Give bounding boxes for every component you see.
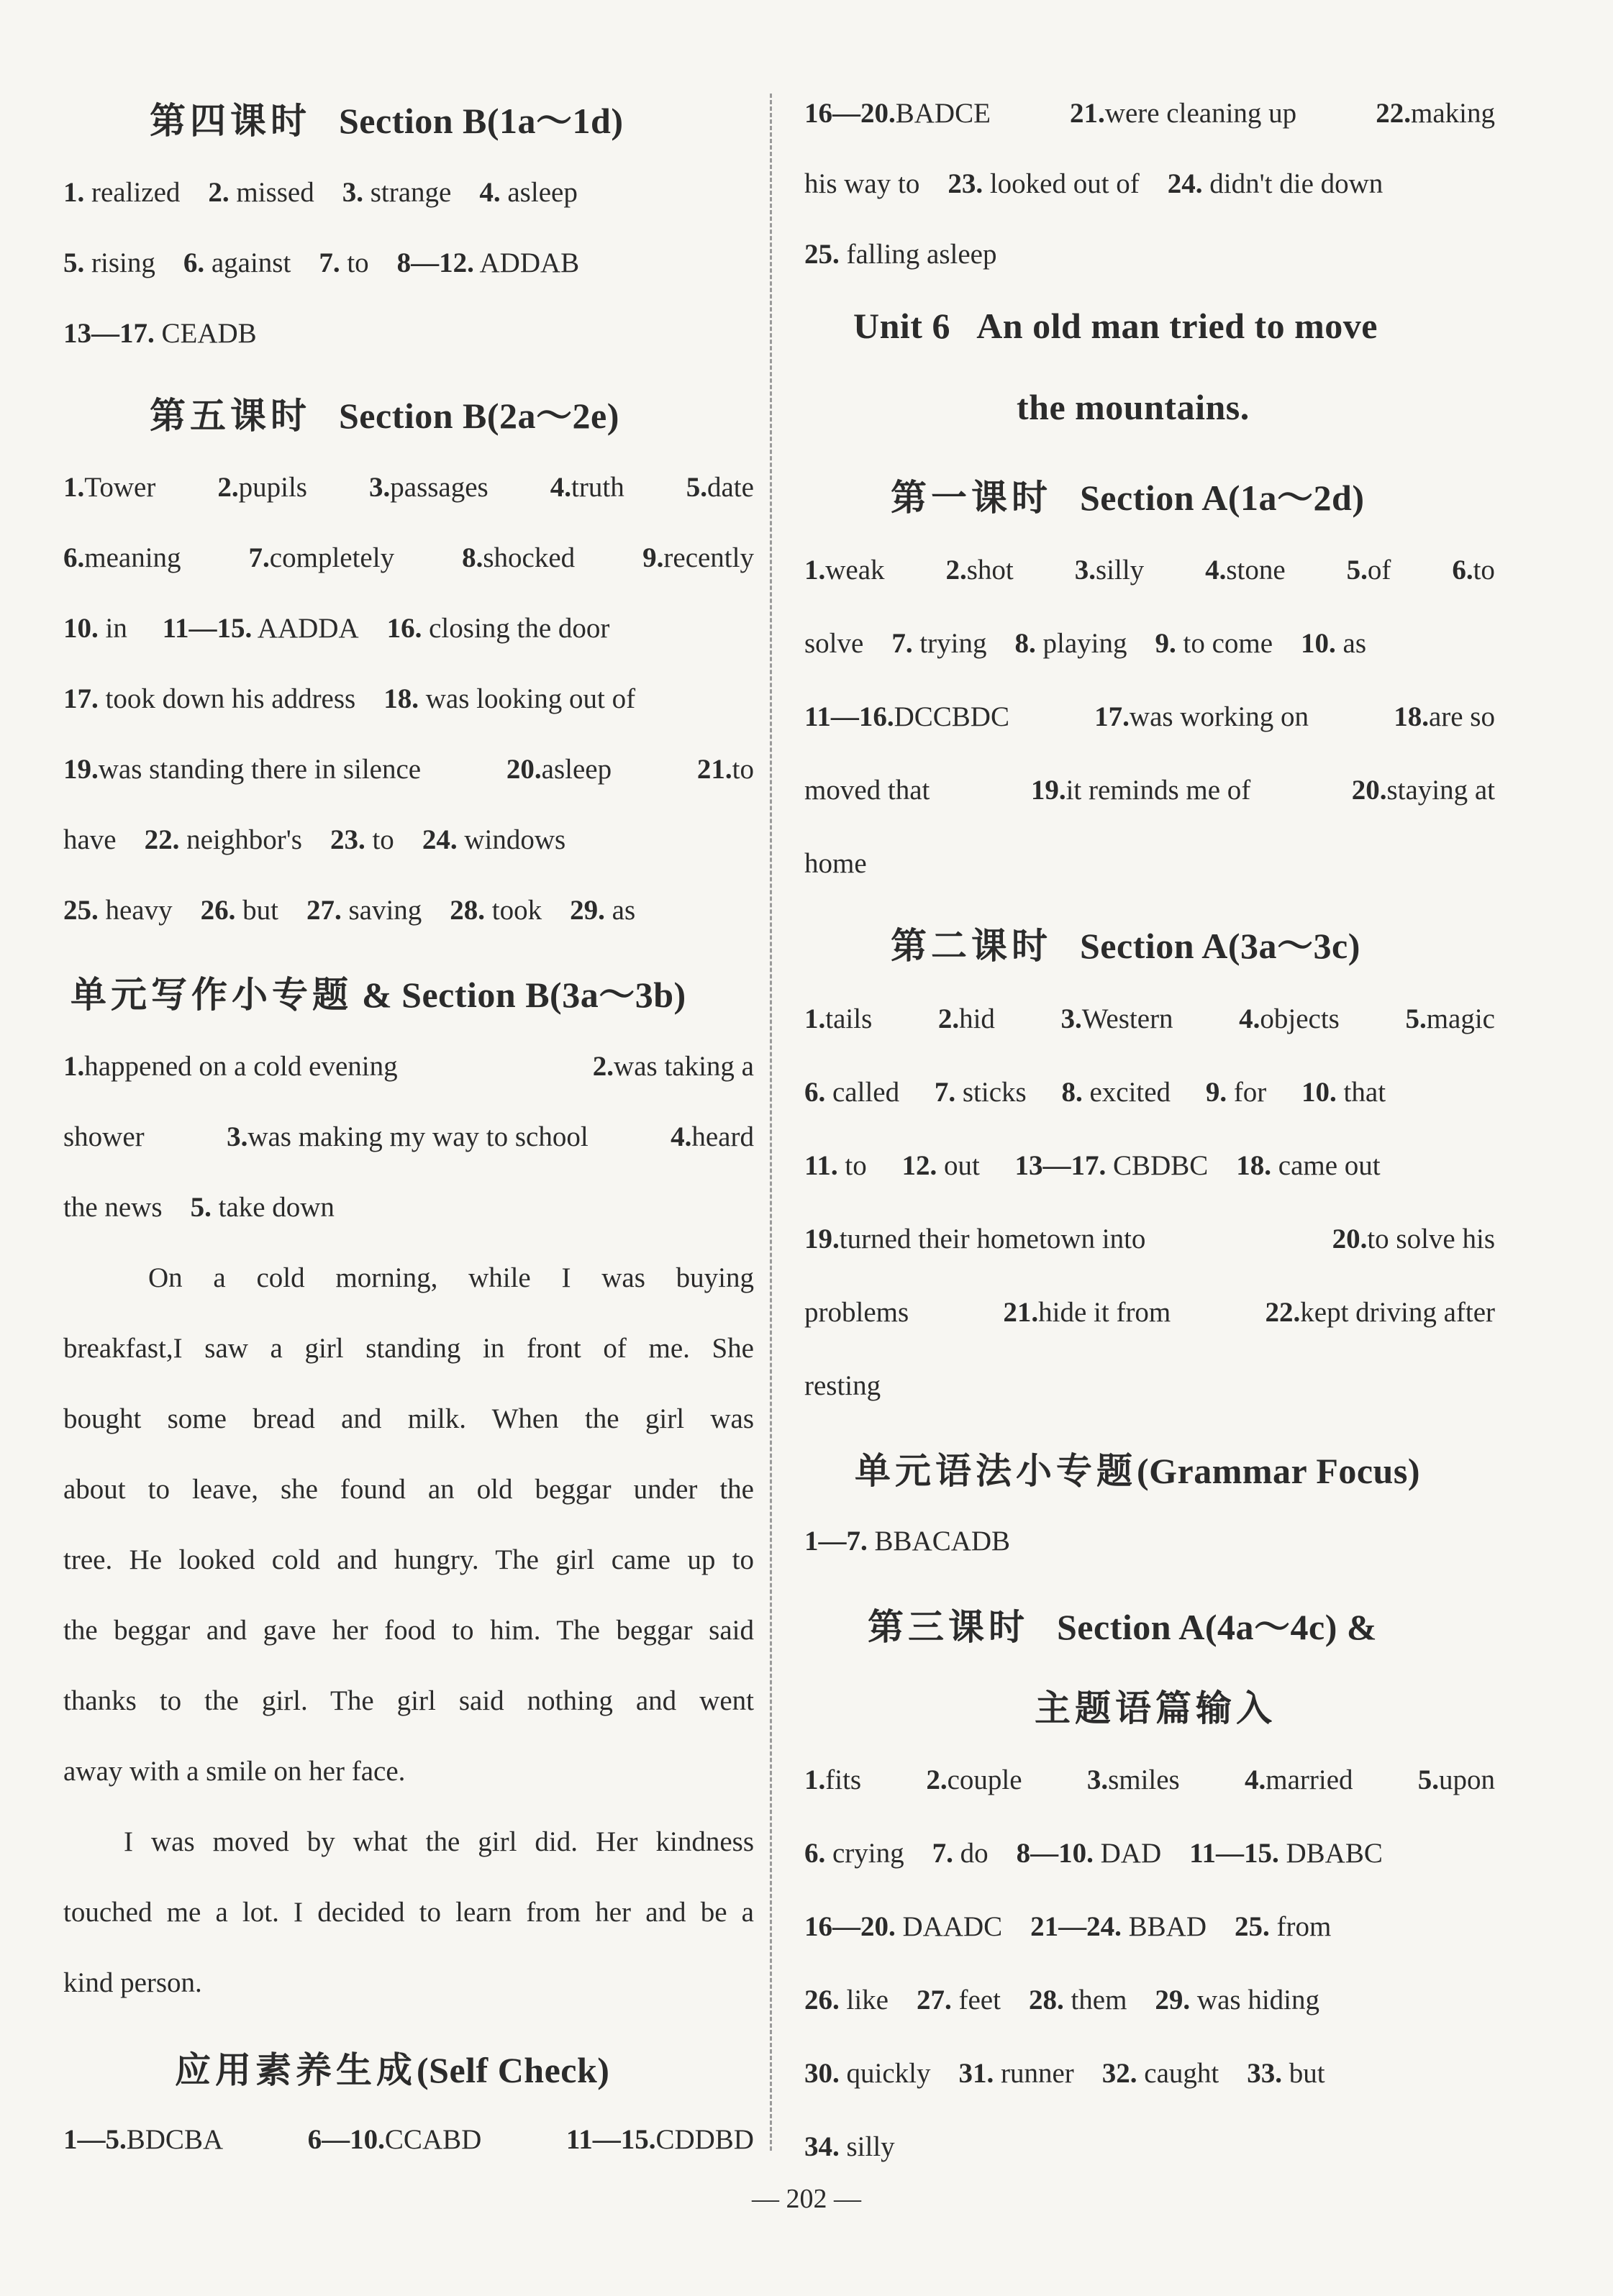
section-heading-lesson2: 第二课时 Section A(3a～3c) bbox=[891, 925, 1360, 967]
essay-line: thanks to the girl. The girl said nothing and went bbox=[63, 1685, 754, 1716]
page-number: — 202 — bbox=[752, 2184, 861, 2214]
essay-line: the beggar and gave her food to him. The beggar said bbox=[63, 1615, 754, 1646]
answer-line: have 22. neighbor's 23. to 24. windows bbox=[63, 824, 566, 855]
essay-line: kind person. bbox=[63, 1967, 202, 1998]
answer-line: 25. heavy 26. but 27. saving 28. took 29. as bbox=[63, 895, 636, 926]
answer-line: 5. rising 6. against 7. to 8—12. ADDAB bbox=[63, 247, 580, 278]
answer-line: 26. like 27. feet 28. them 29. was hiding bbox=[804, 1985, 1319, 2015]
section-heading-writing: 单元写作小专题 & Section B(3a～3b) bbox=[71, 974, 686, 1016]
essay-line: tree. He looked cold and hungry. The girl came up to bbox=[63, 1544, 754, 1575]
answer-line: 11—16.DCCBDC 17.was working on 18.are so bbox=[804, 701, 1495, 732]
answer-line: 1.happened on a cold evening 2.was taking a bbox=[63, 1051, 754, 1082]
answer-line: 1—5.BDCBA 6—10.CCABD 11—15.CDDBD bbox=[63, 2124, 754, 2155]
answer-line: moved that 19.it reminds me of 20.staying at bbox=[804, 775, 1495, 806]
essay-line: breakfast,I saw a girl standing in front of me. She bbox=[63, 1333, 754, 1364]
answer-line: problems 21.hide it from 22.kept driving after bbox=[804, 1297, 1495, 1328]
answer-line: 17. took down his address 18. was looking out of bbox=[63, 683, 636, 714]
answer-line: 1. realized 2. missed 3. strange 4. asleep bbox=[63, 177, 578, 208]
answer-line: solve 7. trying 8. playing 9. to come 10. as bbox=[804, 628, 1367, 659]
section-heading-lesson4: 第四课时 Section B(1a～1d) bbox=[150, 100, 624, 142]
answer-line: 11. to 12. out 13—17. CBDBC 18. came out bbox=[804, 1150, 1381, 1181]
answer-line: 1.fits 2.couple 3.smiles 4.married 5.upon bbox=[804, 1764, 1495, 1795]
answer-line: 1—7. BBACADB bbox=[804, 1526, 1011, 1557]
answer-line: resting bbox=[804, 1370, 881, 1401]
answer-line: 34. silly bbox=[804, 2131, 895, 2162]
unit-title-line2: the mountains. bbox=[1017, 387, 1250, 427]
answer-line: 1.Tower 2.pupils 3.passages 4.truth 5.date bbox=[63, 472, 754, 503]
answer-line: 19.turned their hometown into 20.to solve his bbox=[804, 1224, 1495, 1254]
essay-line: about to leave, she found an old beggar under the bbox=[63, 1474, 754, 1505]
essay-line: touched me a lot. I decided to learn from her and be a bbox=[63, 1897, 754, 1928]
answer-line: 30. quickly 31. runner 32. caught 33. but bbox=[804, 2058, 1325, 2089]
section-heading-grammar: 单元语法小专题(Grammar Focus) bbox=[855, 1450, 1420, 1492]
answer-line: 1.tails 2.hid 3.Western 4.objects 5.magic bbox=[804, 1003, 1495, 1034]
answer-line: home bbox=[804, 848, 867, 879]
unit-title: Unit 6 An old man tried to move bbox=[853, 306, 1378, 346]
answer-line: 19.was standing there in silence 20.asleep 21.to bbox=[63, 754, 754, 785]
answer-line: 6.meaning 7.completely 8.shocked 9.recently bbox=[63, 542, 754, 573]
section-heading-lesson3-sub: 主题语篇输入 bbox=[1035, 1687, 1276, 1729]
answer-line: 1.weak 2.shot 3.silly 4.stone 5.of 6.to bbox=[804, 555, 1495, 586]
section-heading-lesson3: 第三课时 Section A(4a～4c) & bbox=[868, 1606, 1378, 1648]
answer-line: the news 5. take down bbox=[63, 1192, 335, 1223]
answer-line: 13—17. CEADB bbox=[63, 318, 257, 349]
answer-line: shower 3.was making my way to school 4.heard bbox=[63, 1121, 754, 1152]
answer-line: 16—20. DAADC 21—24. BBAD 25. from bbox=[804, 1911, 1332, 1942]
answer-line: 16—20.BADCE 21.were cleaning up 22.making bbox=[804, 98, 1495, 129]
answer-line: his way to 23. looked out of 24. didn't die down bbox=[804, 168, 1383, 199]
answer-line: 25. falling asleep bbox=[804, 239, 997, 270]
answer-line: 6. called 7. sticks 8. excited 9. for 10. that bbox=[804, 1077, 1386, 1108]
section-heading-selfcheck: 应用素养生成(Self Check) bbox=[175, 2049, 610, 2091]
section-heading-lesson1: 第一课时 Section A(1a～2d) bbox=[891, 477, 1365, 519]
essay-line: I was moved by what the girl did. Her kindness bbox=[124, 1826, 754, 1857]
answer-line: 10. in 11—15. AADDA 16. closing the door bbox=[63, 613, 610, 644]
essay-line: On a cold morning, while I was buying bbox=[148, 1262, 754, 1293]
essay-line: bought some bread and milk. When the girl was bbox=[63, 1403, 754, 1434]
column-divider bbox=[770, 94, 772, 2151]
essay-line: away with a smile on her face. bbox=[63, 1756, 406, 1787]
answer-line: 6. crying 7. do 8—10. DAD 11—15. DBABC bbox=[804, 1838, 1383, 1869]
section-heading-lesson5: 第五课时 Section B(2a～2e) bbox=[150, 395, 619, 437]
